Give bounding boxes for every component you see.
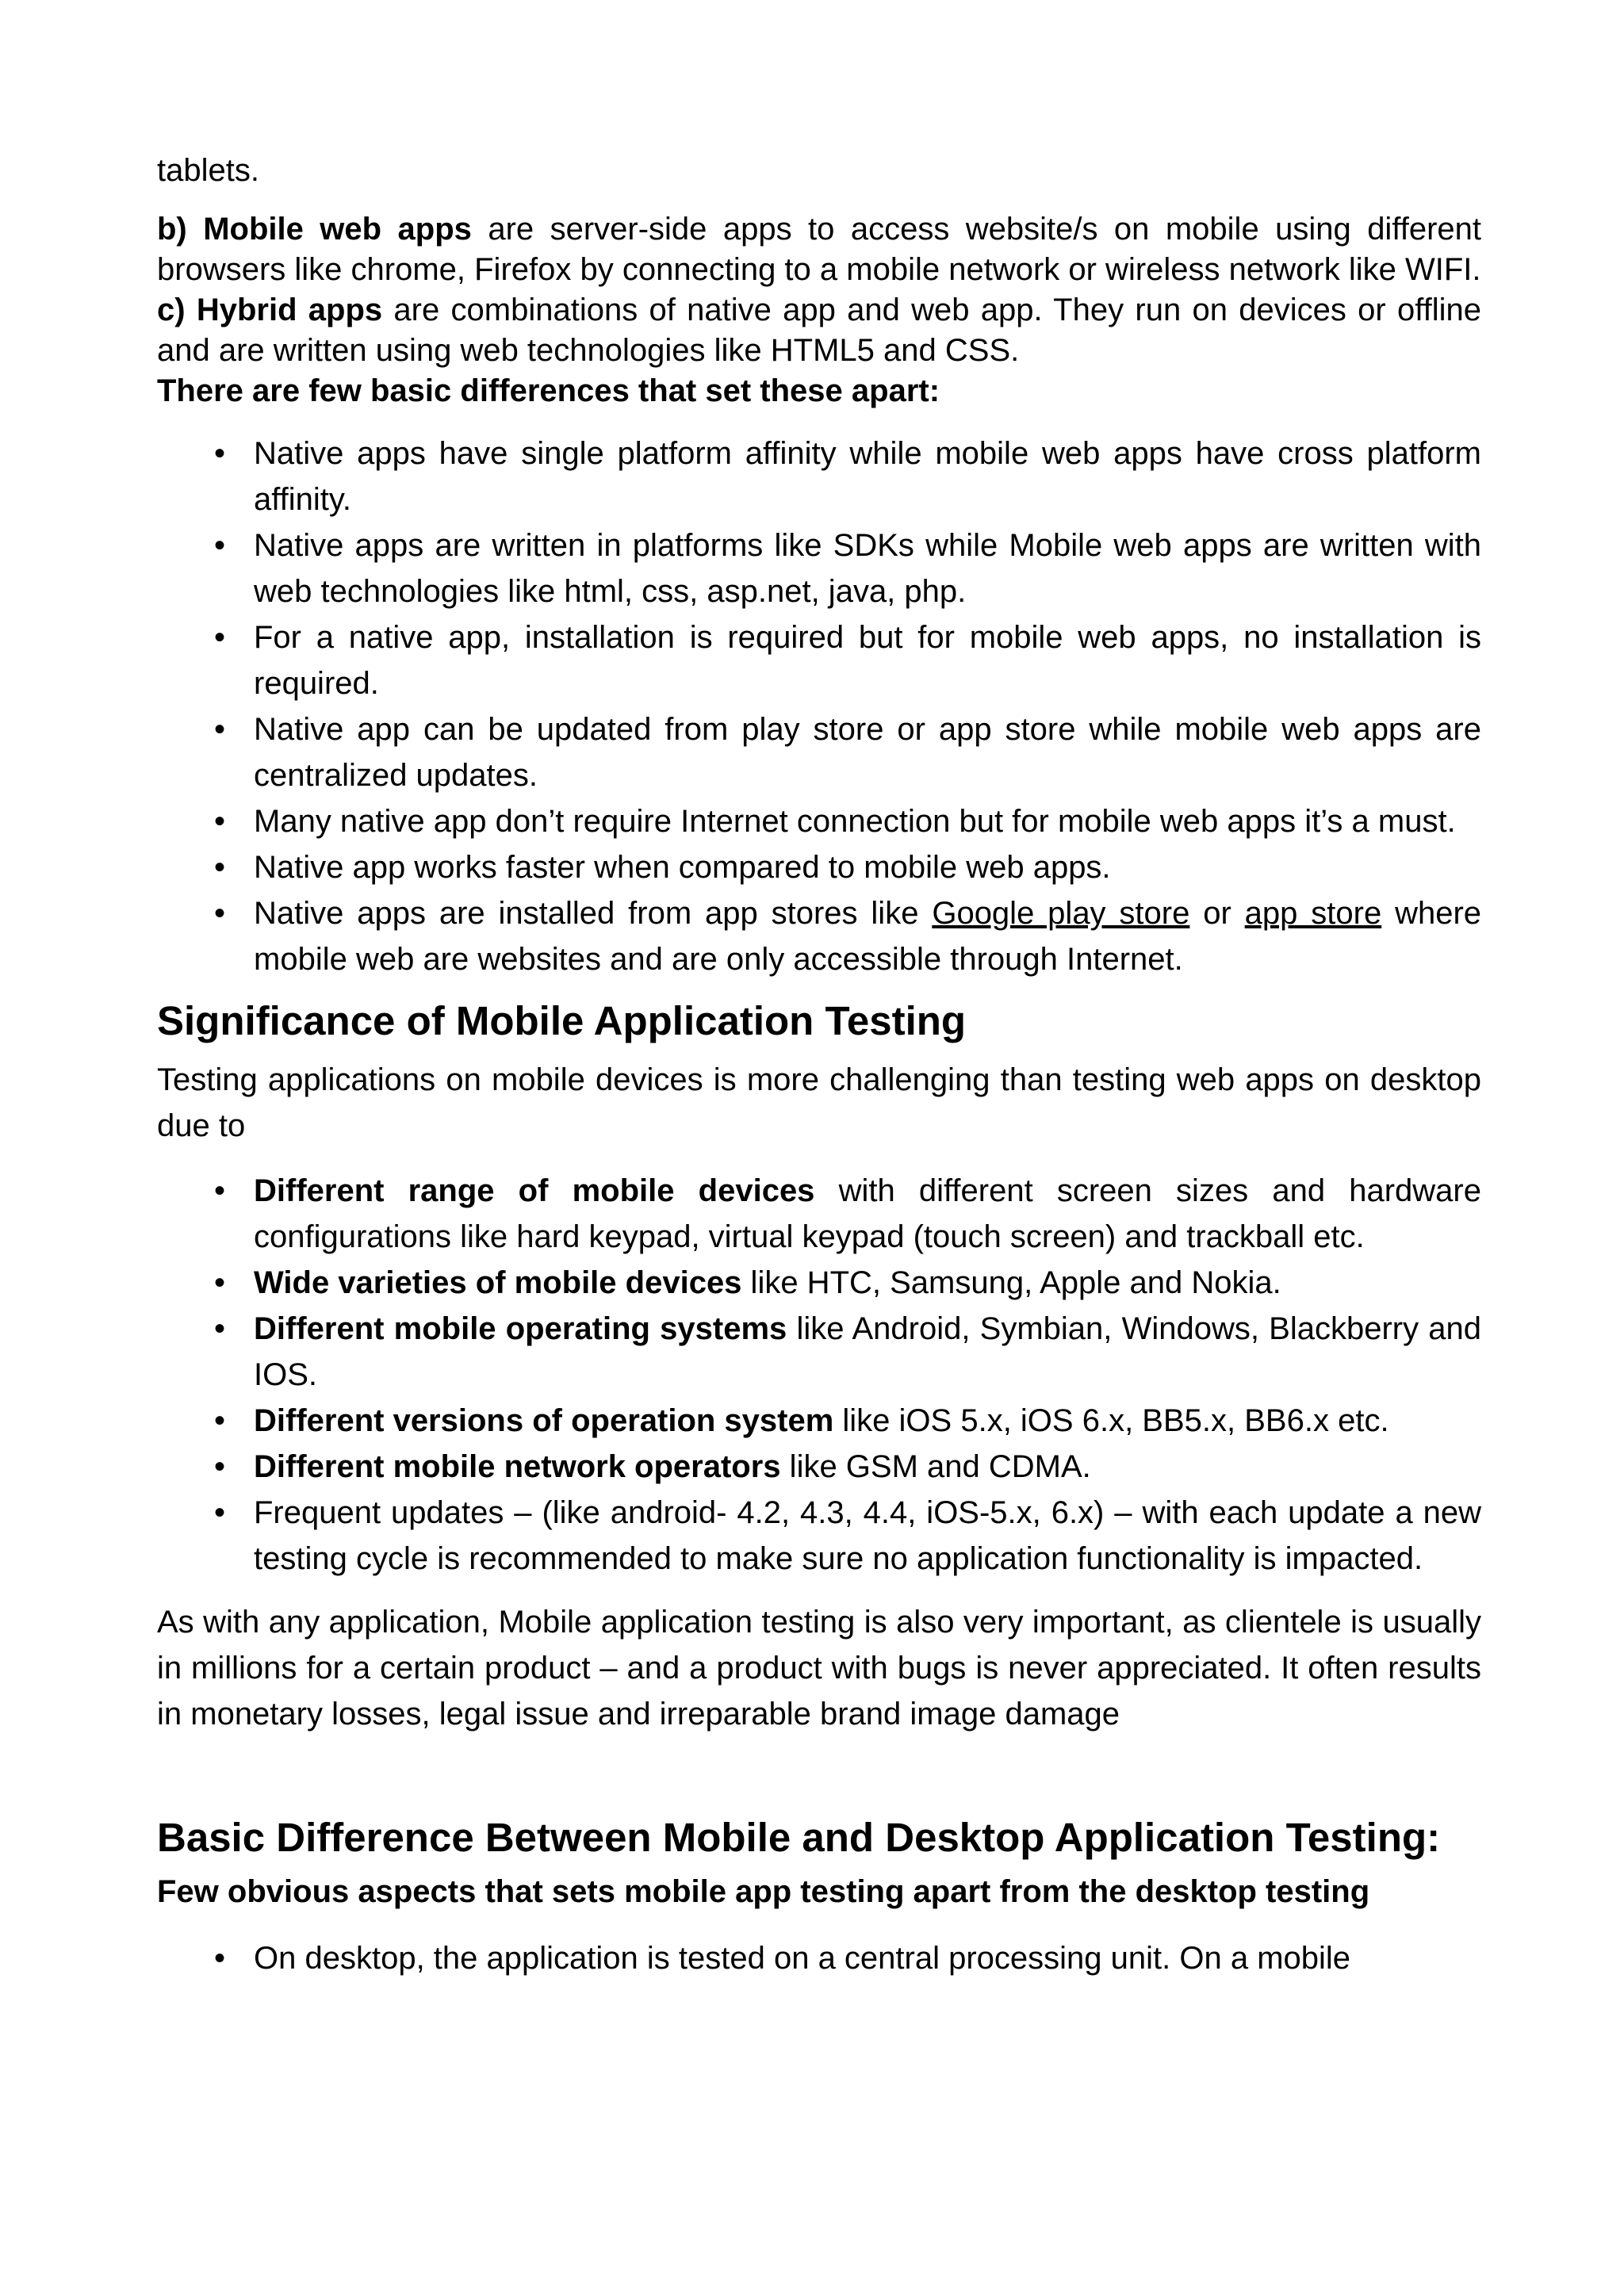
list-item [157,1490,1481,1582]
list-item: • On desktop, the application is tested on a central processing unit. On a mobile [157,1935,1481,1981]
app-store-text-pre: Native apps are installed from app stores like [254,896,933,931]
list-item [157,1306,1481,1398]
app-store-link[interactable]: app store [1244,896,1382,931]
item-text: like GSM and CDMA. [780,1449,1091,1484]
basic-difference-list [157,1935,1481,1981]
list-item [157,1260,1481,1306]
list-item [157,1168,1481,1260]
list-item: • Native app can be updated from play store or app store while mobile web apps are centralized updates. [157,706,1481,798]
item-term: Different versions of operation system [254,1403,834,1438]
list-item [157,890,1481,982]
basic-difference-heading: Basic Difference Between Mobile and Desktop Application Testing: [157,1815,1441,1860]
item-text: like Android, Symbian, Windows, Blackberry and IOS. [254,1311,1482,1392]
list-item [157,1398,1481,1444]
significance-list [157,1168,1481,1582]
list-item: • Many native app don’t require Internet connection but for mobile web apps it’s a must. [157,798,1481,844]
item-term: Wide varieties of mobile devices [254,1265,742,1300]
differences-list [157,430,1481,982]
item-term: Different mobile network operators [254,1449,781,1484]
app-store-text-mid: or [1189,896,1245,931]
item-text: with different screen sizes and hardware configurations like hard keypad, virtual keypad (touch screen) and trackball etc. [254,1173,1481,1254]
item-term: Different mobile operating systems [254,1311,787,1346]
hybrid-apps-paragraph [157,290,1481,371]
significance-heading: Significance of Mobile Application Testing [157,998,967,1043]
differences-lead: There are few basic differences that set these apart: [157,373,940,408]
hybrid-apps-term: c) Hybrid apps [157,293,383,327]
mobile-web-apps-description: are server-side apps to access website/s on mobile using different browsers like chrome, Firefox by connecting to a mobile network or wireless network like WIFI. [157,212,1481,287]
mobile-web-apps-term: b) Mobile web apps [157,212,472,247]
list-item: • Native apps have single platform affinity while mobile web apps have cross platform affinity. [157,430,1481,522]
document-page [157,151,1481,1981]
item-text: like iOS 5.x, iOS 6.x, BB5.x, BB6.x etc. [833,1403,1389,1438]
item-term: Different range of mobile devices [254,1173,815,1208]
list-item: • For a native app, installation is required but for mobile web apps, no installation is required. [157,614,1481,706]
item-text: Frequent updates – (like android- 4.2, 4.3, 4.4, iOS-5.x, 6.x) – with each update a new testing cycle is recommended to make sure no application functionality is impacted. [254,1495,1481,1576]
list-item [157,1444,1481,1490]
item-text: like HTC, Samsung, Apple and Nokia. [741,1265,1281,1300]
app-store-text-post: where mobile web are websites and are only accessible through Internet. [254,896,1482,977]
significance-closing: As with any application, Mobile application testing is also very important, as clientele is usually in millions for a certain product – and a product with bugs is never appreciated. It often results in monetary losses, legal issue and irreparable brand image damage [157,1605,1481,1732]
mobile-web-apps-paragraph [157,209,1481,290]
google-play-store-link[interactable]: Google play store [932,896,1190,931]
hybrid-apps-description: are combinations of native app and web app. They run on devices or offline and are written using web technologies like HTML5 and CSS. [157,293,1481,368]
intro-tablets-line: tablets. [157,153,259,188]
basic-difference-subheading: Few obvious aspects that sets mobile app testing apart from the desktop testing [157,1874,1370,1909]
list-item: • Native apps are written in platforms like SDKs while Mobile web apps are written with web technologies like html, css, asp.net, java, php. [157,522,1481,614]
significance-intro: Testing applications on mobile devices is more challenging than testing web apps on desktop due to [157,1062,1481,1143]
list-item: • Native app works faster when compared to mobile web apps. [157,844,1481,890]
